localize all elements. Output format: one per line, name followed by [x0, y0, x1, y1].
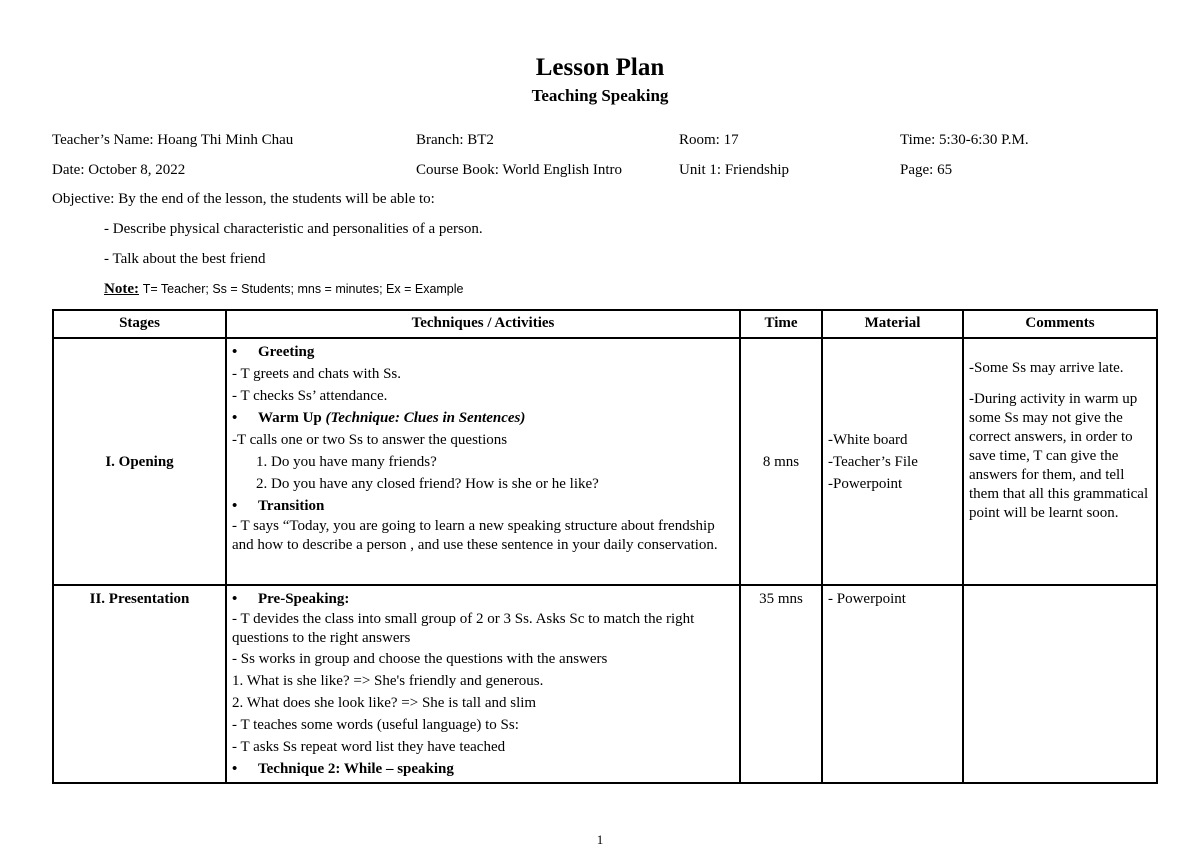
lesson-table	[52, 309, 1158, 784]
activity-line: - T asks Ss repeat word list they have teached	[232, 739, 506, 755]
bullet-icon: •	[232, 761, 238, 777]
comment-text: -Some Ss may arrive late.	[969, 360, 1124, 376]
bullet-icon: •	[232, 498, 238, 514]
material-cell	[822, 338, 963, 585]
activity-line: 1. What is she like? => She's friendly and generous.	[232, 673, 544, 689]
unit: Unit 1: Friendship	[679, 162, 790, 178]
note-text: T= Teacher; Ss = Students; mns = minutes; Ex = Example	[142, 282, 464, 296]
page-ref: Page: 65	[900, 162, 953, 178]
activity-line: - T teaches some words (useful language) to Ss:	[232, 717, 519, 733]
note-label: Note:	[104, 281, 139, 297]
comments-cell	[963, 338, 1157, 585]
objective: Objective: By the end of the lesson, the students will be able to:	[52, 191, 435, 207]
comment-text: -During activity in warm up some Ss may not give the correct answers, in order to save time, T can give the answers for them, and tell them that all this grammatical point will be learnt soon.	[969, 391, 1149, 521]
time-slot: Time: 5:30-6:30 P.M.	[900, 132, 1029, 148]
bullet-heading: • Pre-Speaking:	[232, 588, 734, 610]
room: Room: 17	[679, 132, 739, 148]
activity-line: 2. Do you have any closed friend? How is she or he like?	[256, 476, 599, 492]
stage-cell: II. Presentation	[53, 585, 226, 783]
teacher-name: Teacher’s Name: Hoang Thi Minh Chau	[52, 132, 294, 148]
date: Date: October 8, 2022	[52, 162, 186, 178]
activity-line: - T checks Ss’ attendance.	[232, 388, 388, 404]
comments-cell	[963, 585, 1157, 783]
bullet-icon: •	[232, 410, 238, 426]
course-book: Course Book: World English Intro	[416, 162, 623, 178]
page-title: Lesson Plan	[535, 54, 665, 81]
time-cell: 8 mns	[740, 338, 822, 585]
activity-line: -T calls one or two Ss to answer the questions	[232, 432, 508, 448]
bullet-heading: • Technique 2: While – speaking	[232, 758, 734, 780]
stage-cell: I. Opening	[53, 338, 226, 585]
material-cell: - Powerpoint	[822, 585, 963, 783]
header-time: Time	[740, 310, 822, 338]
activity-line: - T says “Today, you are going to learn a new speaking structure about frendship and how to describe a person , and use these sentence in your daily conservation.	[232, 518, 718, 553]
bullet-icon: •	[232, 344, 238, 360]
material-item: -White board	[828, 431, 908, 448]
header-comments: Comments	[963, 310, 1157, 338]
header-material: Material	[822, 310, 963, 338]
activity-line: 2. What does she look like? => She is tall and slim	[232, 695, 537, 711]
header-activities: Techniques / Activities	[226, 310, 740, 338]
activity-line: 1. Do you have many friends?	[256, 454, 437, 470]
activities-cell	[226, 585, 740, 783]
table-row	[53, 585, 1157, 783]
objective-item: - Talk about the best friend	[104, 251, 266, 267]
branch: Branch: BT2	[416, 132, 494, 148]
material-item: -Powerpoint	[828, 475, 903, 492]
objective-item: - Describe physical characteristic and personalities of a person.	[104, 221, 483, 237]
material-item: -Teacher’s File	[828, 453, 918, 470]
bullet-icon: •	[232, 591, 238, 607]
note	[104, 281, 464, 298]
bullet-heading: • Greeting	[232, 341, 734, 363]
page-subtitle: Teaching Speaking	[531, 86, 669, 105]
bullet-heading: • Warm Up (Technique: Clues in Sentences)	[232, 407, 734, 429]
bullet-heading: • Transition	[232, 495, 734, 517]
activity-line: - T greets and chats with Ss.	[232, 366, 402, 382]
table-header-row	[53, 310, 1157, 338]
table-row	[53, 338, 1157, 585]
page-number: 1	[596, 832, 604, 847]
header-stages: Stages	[53, 310, 226, 338]
activity-line: - T devides the class into small group of 2 or 3 Ss. Asks Sc to match the right questions to the right answers	[232, 611, 695, 646]
time-cell: 35 mns	[740, 585, 822, 783]
activity-line: - Ss works in group and choose the questions with the answers	[232, 651, 608, 667]
activities-cell	[226, 338, 740, 585]
